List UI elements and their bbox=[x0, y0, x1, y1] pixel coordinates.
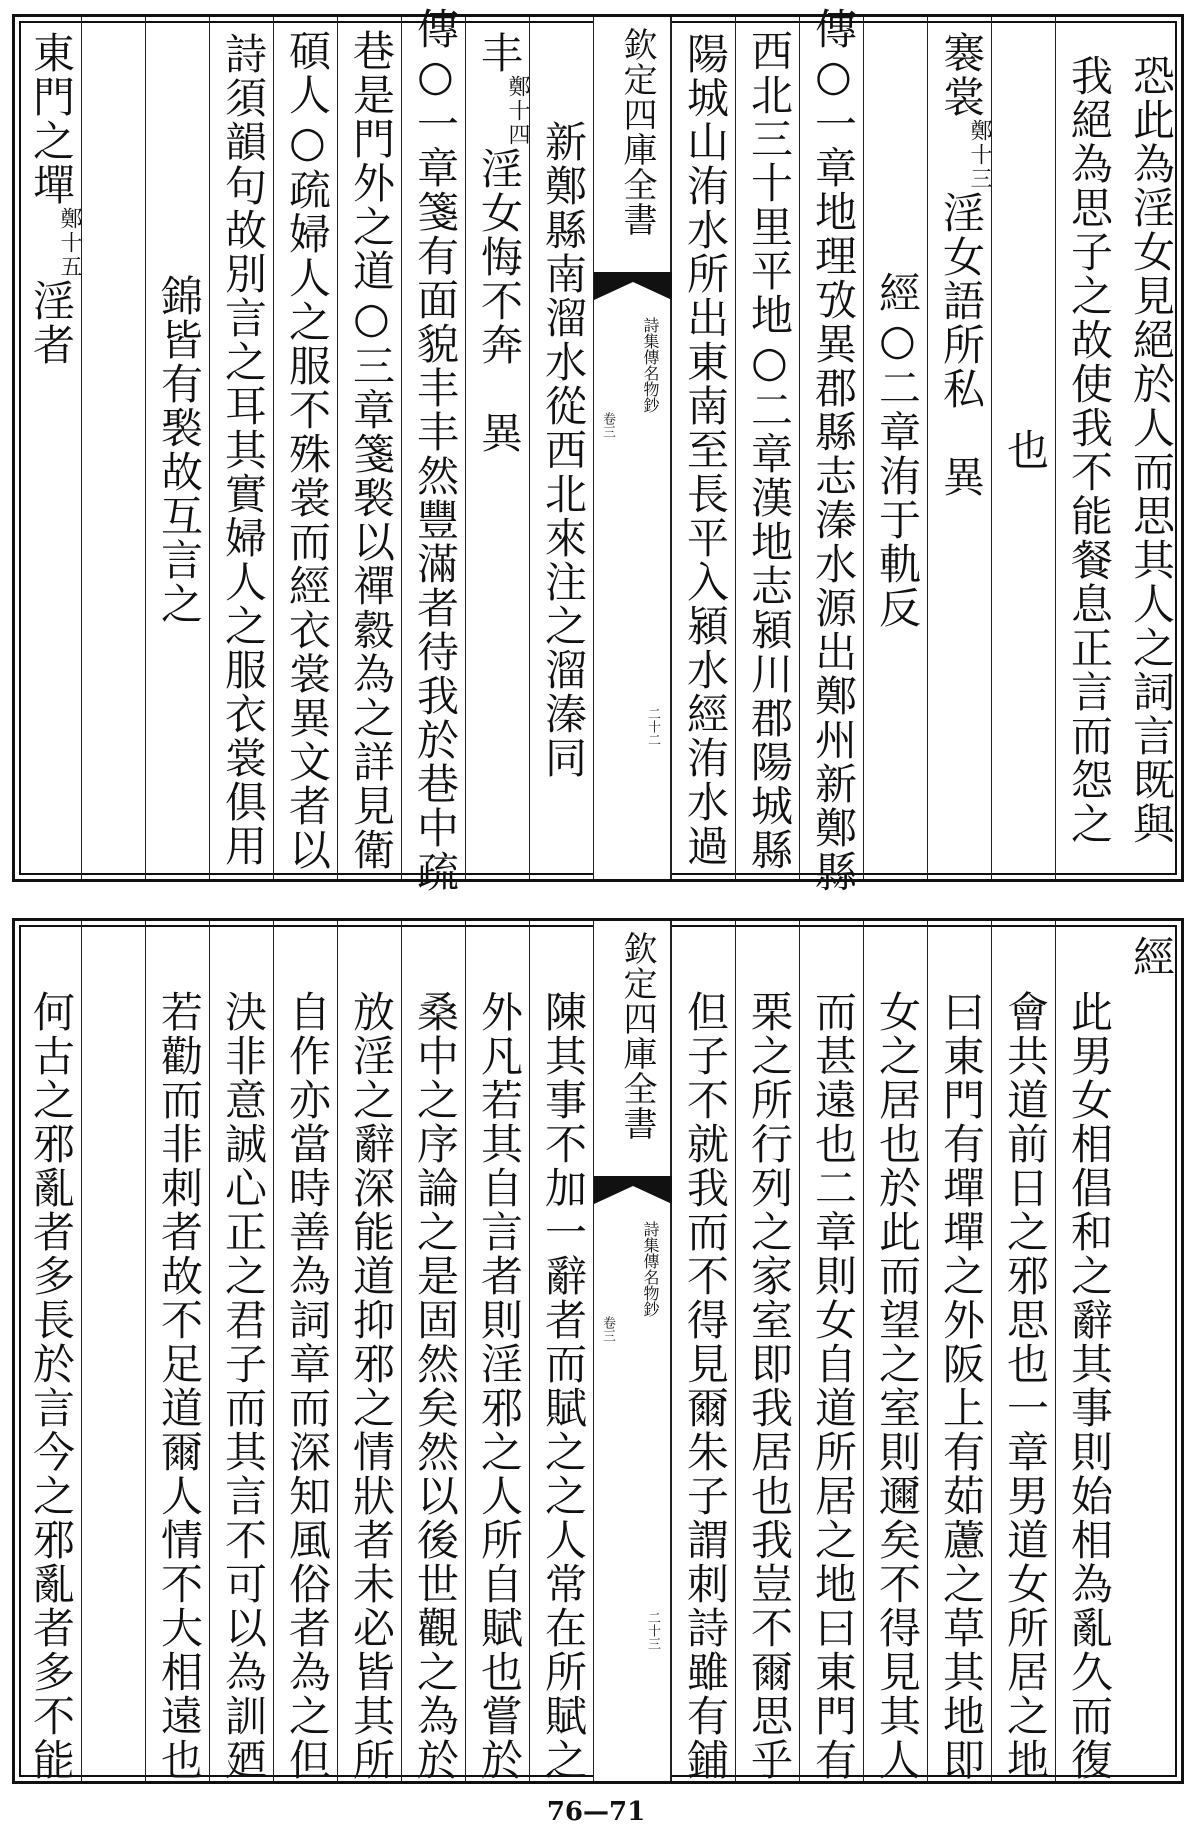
heading-note: 鄭十五 bbox=[57, 207, 82, 279]
leaf-number: 二十二 bbox=[645, 707, 660, 746]
fishtail-ornament bbox=[594, 272, 670, 300]
text-column bbox=[529, 921, 593, 1781]
leaf-number: 二十三 bbox=[645, 1611, 660, 1650]
text-column bbox=[15, 17, 81, 879]
column-text: 詩須韻句故別言之耳其實婦人之服衣裳俱用 bbox=[219, 32, 268, 868]
book-subtitle: 詩集傳名物鈔 bbox=[641, 317, 660, 413]
column-text: 陽城山洧水所出東南至長平入潁水經洧水過 bbox=[681, 32, 730, 868]
text-column bbox=[671, 17, 735, 879]
column-text: 會共道前日之邪思也一章男道女所居之地 bbox=[1001, 990, 1050, 1782]
column-text: 何古之邪亂者多長於言今之邪亂者多不能 bbox=[27, 990, 76, 1782]
center-gutter bbox=[593, 921, 671, 1781]
book-title: 欽定四庫全書 bbox=[617, 27, 657, 237]
column-text: 此男女相倡和之辭其事則始相為亂久而復 bbox=[1065, 990, 1114, 1782]
text-column bbox=[465, 17, 529, 879]
column-text: 而甚遠也二章則女自道所居之地曰東門有 bbox=[809, 990, 858, 1782]
volume-label: 卷三 bbox=[600, 1316, 615, 1342]
section-heading-column bbox=[466, 31, 529, 869]
column-text: 但子不就我而不得見爾朱子謂刺詩雖有鋪 bbox=[681, 990, 730, 1782]
column-text: 決非意誠心正之君子而其言不可以為訓廼 bbox=[219, 990, 268, 1782]
text-column bbox=[145, 921, 209, 1781]
column-text bbox=[82, 935, 145, 1771]
heading-note: 鄭十四 bbox=[505, 75, 530, 147]
heading-main: 褰裳 bbox=[937, 31, 986, 119]
column-text: 桑中之序論之是固然矣然以後世觀之為於 bbox=[411, 990, 460, 1782]
text-column bbox=[145, 17, 209, 879]
column-text: 自作亦當時善為詞章而深知風俗者為之但 bbox=[283, 990, 332, 1782]
text-column bbox=[401, 921, 465, 1781]
text-column bbox=[863, 17, 927, 879]
heading-main: 東門之墠 bbox=[27, 31, 76, 207]
text-column bbox=[1119, 17, 1181, 879]
text-column bbox=[991, 921, 1055, 1781]
text-column bbox=[209, 921, 273, 1781]
text-column bbox=[671, 921, 735, 1781]
text-column bbox=[927, 921, 991, 1781]
text-column bbox=[465, 921, 529, 1781]
column-text: 傳○一章地理攷異郡縣志溱水源出鄭州新鄭縣 bbox=[809, 6, 858, 894]
section-heading-column bbox=[928, 31, 991, 869]
column-text: 西北三十里平地○二章漢地志潁川郡陽城縣 bbox=[745, 28, 794, 872]
column-text: 錦皆有褧故互言之 bbox=[155, 274, 204, 626]
column-text: 若勸而非刺者故不足道爾人情不大相遠也 bbox=[155, 990, 204, 1782]
text-column bbox=[735, 921, 799, 1781]
column-text bbox=[82, 31, 145, 869]
column-text: 巷是門外之道○三章箋褧以禪縠為之詳見衛 bbox=[347, 28, 396, 872]
column-text: 恐此為淫女見絕於人而思其人之詞言既與 bbox=[1127, 54, 1176, 846]
fishtail-ornament bbox=[594, 1176, 670, 1204]
lower-page-panel bbox=[12, 918, 1184, 1784]
text-column bbox=[863, 921, 927, 1781]
column-text: 曰東門有墠墠之外阪上有茹藘之草其地即 bbox=[937, 990, 986, 1782]
text-column bbox=[991, 17, 1055, 879]
text-column bbox=[401, 6, 465, 894]
center-gutter bbox=[593, 17, 671, 879]
text-column bbox=[273, 921, 337, 1781]
text-column bbox=[81, 17, 145, 879]
section-heading-column bbox=[15, 31, 81, 869]
book-title: 欽定四庫全書 bbox=[617, 931, 657, 1141]
volume-label: 卷三 bbox=[600, 412, 615, 438]
column-text: 放淫之辭深能道抑邪之情狀者未必皆其所 bbox=[347, 990, 396, 1782]
text-column bbox=[1119, 921, 1181, 1781]
text-column bbox=[1055, 921, 1119, 1781]
column-text: 我絕為思子之故使我不能餐息正言而怨之 bbox=[1065, 54, 1114, 846]
text-column bbox=[799, 6, 863, 894]
text-column bbox=[15, 921, 81, 1781]
book-subtitle: 詩集傳名物鈔 bbox=[641, 1221, 660, 1317]
heading-rest: 淫女語所私 異 bbox=[937, 191, 986, 499]
column-text: 外凡若其自言者則淫邪之人所自賦也嘗於 bbox=[475, 990, 524, 1782]
text-column bbox=[337, 921, 401, 1781]
text-column bbox=[1055, 17, 1119, 879]
heading-rest: 淫女悔不奔 異 bbox=[475, 147, 524, 455]
column-text: 也 bbox=[1001, 428, 1050, 472]
heading-note: 鄭十三 bbox=[967, 119, 992, 191]
text-column bbox=[273, 17, 337, 879]
column-text: 栗之所行列之家室即我居也我豈不爾思乎 bbox=[745, 990, 794, 1782]
text-column bbox=[81, 921, 145, 1781]
text-column bbox=[735, 17, 799, 879]
page-number: 76—71 bbox=[546, 1797, 646, 1827]
heading-rest: 淫者 bbox=[27, 279, 76, 367]
text-column bbox=[209, 17, 273, 879]
column-text: 陳其事不加一辭者而賦之之人常在所賦之 bbox=[539, 990, 588, 1782]
column-text: 碩人○疏婦人之服不殊裳而經衣裳異文者以 bbox=[283, 28, 332, 872]
text-column bbox=[799, 921, 863, 1781]
text-column bbox=[529, 17, 593, 879]
text-column bbox=[337, 17, 401, 879]
column-text: 經○二章洧于軌反 bbox=[873, 270, 922, 630]
text-column bbox=[927, 17, 991, 879]
column-text: 經 bbox=[1127, 935, 1176, 979]
column-text: 傳○一章箋有面貌丰丰然豐滿者待我於巷中疏 bbox=[411, 6, 460, 894]
heading-main: 丰 bbox=[475, 31, 524, 75]
upper-page-panel bbox=[12, 6, 1184, 894]
column-text: 新鄭縣南溜水從西北來注之溜溱同 bbox=[539, 120, 588, 780]
column-text: 女之居也於此而望之室則邇矣不得見其人 bbox=[873, 990, 922, 1782]
